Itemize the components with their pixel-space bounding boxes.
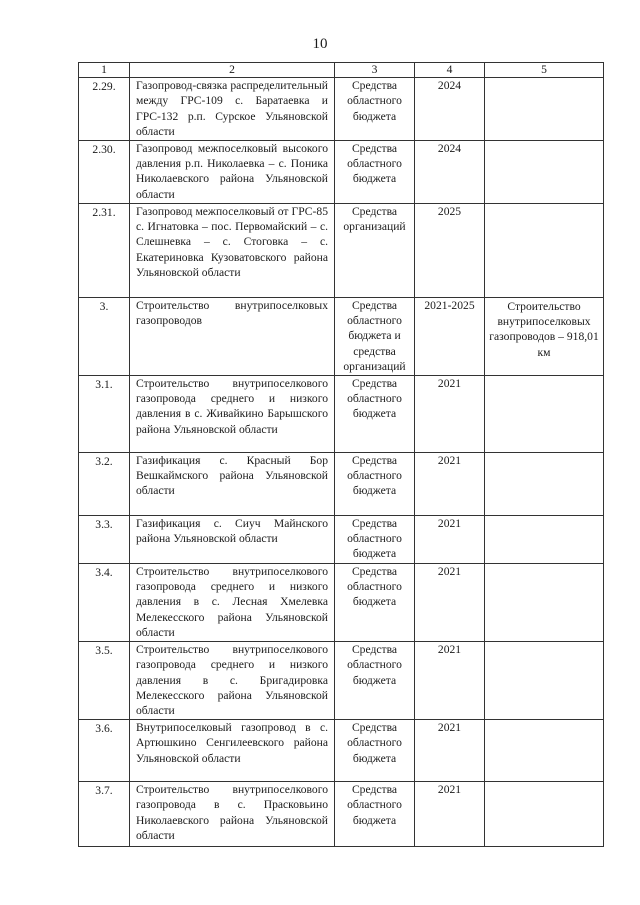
table-row [79,140,604,203]
row-year: 2021 [415,781,485,846]
table-row [79,375,604,452]
row-number: 3.1. [79,375,130,452]
row-note [485,452,604,515]
row-name: Внутрипоселковый газопровод в с. Артюшкино Сенгилеевского района Ульяновской области [130,719,335,781]
row-year: 2021 [415,452,485,515]
row-number: 3.7. [79,781,130,846]
row-name: Газификация с. Сиуч Майнского района Ульяновской области [130,515,335,563]
column-header: 3 [335,63,415,78]
row-year: 2021 [415,515,485,563]
row-source: Средства областного бюджета [335,515,415,563]
row-number: 3.4. [79,563,130,641]
row-source: Средства областного бюджета [335,641,415,719]
row-source: Средства областного бюджета [335,719,415,781]
row-name: Строительство внутрипоселковых газопроводов [130,297,335,375]
row-source: Средства областного бюджета [335,563,415,641]
row-source: Средства областного бюджета [335,78,415,141]
row-name: Строительство внутрипоселкового газопровода среднего и низкого давления в с. Лесная Хмелевка Мелекесского района Ульяновской области [130,563,335,641]
column-header: 1 [79,63,130,78]
row-number: 2.30. [79,140,130,203]
row-name: Строительство внутрипоселкового газопровода среднего и низкого давления в с. Бригадировка Мелекесского района Ульяновской области [130,641,335,719]
row-source: Средства организаций [335,203,415,297]
row-number: 2.29. [79,78,130,141]
row-name: Газификация с. Красный Бор Вешкаймского района Ульяновской области [130,452,335,515]
row-year: 2021 [415,719,485,781]
row-source: Средства областного бюджета [335,140,415,203]
table-row [79,719,604,781]
column-header: 5 [485,63,604,78]
row-year: 2021 [415,375,485,452]
row-number: 2.31. [79,203,130,297]
column-header: 2 [130,63,335,78]
table-row [79,452,604,515]
row-name: Строительство внутрипоселкового газопровода в с. Прасковьино Николаевского района Ульяновской области [130,781,335,846]
table-row [79,515,604,563]
row-name: Газопровод-связка распределительный между ГРС-109 с. Баратаевка и ГРС-132 р.п. Сурское Ульяновской области [130,78,335,141]
table-row [79,563,604,641]
row-name: Газопровод межпоселковый высокого давления р.п. Николаевка – с. Поника Николаевского района Ульяновской области [130,140,335,203]
row-source: Средства областного бюджета [335,781,415,846]
row-note: Строительство внутрипоселковых газопроводов – 918,01 км [485,297,604,375]
row-note [485,78,604,141]
row-number: 3.6. [79,719,130,781]
row-note [485,140,604,203]
table-row [79,297,604,375]
row-number: 3. [79,297,130,375]
page-number: 10 [312,36,328,52]
row-year: 2024 [415,140,485,203]
row-note [485,375,604,452]
row-source: Средства областного бюджета [335,375,415,452]
row-number: 3.3. [79,515,130,563]
header-row [79,63,604,78]
row-year: 2025 [415,203,485,297]
plan-table [78,62,604,847]
row-note [485,719,604,781]
row-number: 3.2. [79,452,130,515]
row-year: 2024 [415,78,485,141]
row-note [485,563,604,641]
column-header: 4 [415,63,485,78]
row-name: Газопровод межпоселковый от ГРС-85 с. Игнатовка – пос. Первомайский – с. Слешневка – с. Стоговка – с. Екатериновка Кузоватовского района Ульяновской области [130,203,335,297]
row-name: Строительство внутрипоселкового газопровода среднего и низкого давления в с. Живайкино Барышского района Ульяновской области [130,375,335,452]
row-note [485,641,604,719]
row-year: 2021-2025 [415,297,485,375]
row-note [485,515,604,563]
table-row [79,781,604,846]
table-row [79,203,604,297]
table-row [79,641,604,719]
row-note [485,203,604,297]
row-year: 2021 [415,641,485,719]
row-source: Средства областного бюджета и средства организаций [335,297,415,375]
table-row [79,78,604,141]
row-note [485,781,604,846]
row-number: 3.5. [79,641,130,719]
row-year: 2021 [415,563,485,641]
row-source: Средства областного бюджета [335,452,415,515]
